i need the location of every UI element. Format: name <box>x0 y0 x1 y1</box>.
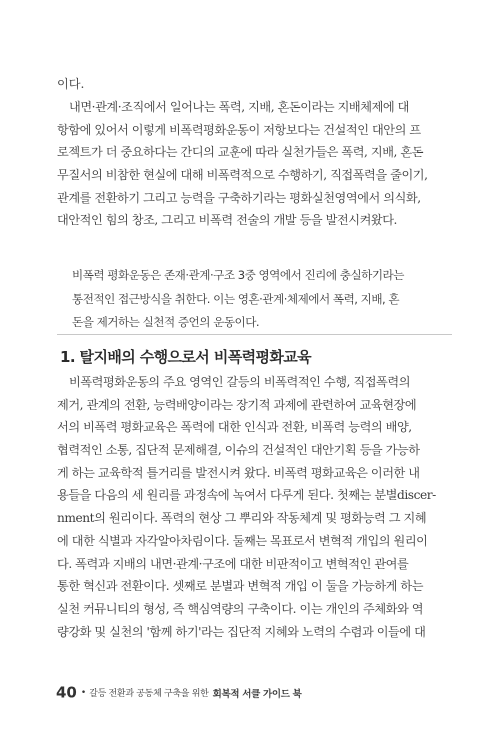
paragraph-line: 에 대한 식별과 자각알아차림이다. 둘째는 목표로서 변혁적 개입의 원리이 <box>57 533 428 548</box>
intro-paragraph <box>57 96 452 232</box>
paragraph-line: 대안적인 힘의 창조, 그리고 비폭력 전술의 개발 등을 발전시켜왔다. <box>57 213 397 228</box>
section-heading: 1. 탈지배의 수행으로서 비폭력평화교육 <box>60 348 312 366</box>
quote-line: 통전적인 접근방식을 취한다. 이는 영혼·관계·체제에서 폭력, 지배, 혼 <box>72 291 400 306</box>
quote-line: 돈을 제거하는 실천적 증언의 운동이다. <box>72 315 260 329</box>
quote-line: 비폭력 평화운동은 존재·관계·구조 3중 영역에서 진리에 충실하기라는 <box>72 268 404 282</box>
paragraph-line: 통한 혁신과 전환이다. 셋째로 분별과 변혁적 개입 이 둘을 가능하게 하는 <box>57 579 424 594</box>
paragraph-line: 용들을 다음의 세 원리를 과정속에 녹여서 다루게 된다. 첫째는 분별discer- <box>57 488 436 503</box>
page-footer <box>56 682 301 702</box>
paragraph-line: nment의 원리이다. 폭력의 현상 그 뿌리와 작동체계 및 평화능력 그 지혜 <box>57 511 427 526</box>
page-number: 40 <box>56 683 77 702</box>
paragraph-line: 로젝트가 더 중요하다는 간디의 교훈에 따라 실천가들은 폭력, 지배, 혼돈 <box>57 145 424 160</box>
paragraph-line: 다. 폭력과 지배의 내면·관계·구조에 대한 비판적이고 변혁적인 관여를 <box>57 556 409 571</box>
paragraph-line: 관계를 전환하기 그리고 능력을 구축하기라는 평화실천영역에서 의식화, <box>57 190 421 205</box>
paragraph-line: 내면·관계·조직에서 일어나는 폭력, 지배, 혼돈이라는 지배체제에 대 <box>69 100 409 114</box>
book-title: 회복적 서클 가이드 북 <box>212 688 302 700</box>
paragraph-line: 비폭력평화운동의 주요 영역인 갈등의 비폭력적인 수행, 직접폭력의 <box>69 375 411 389</box>
paragraph-line: 제거, 관계의 전환, 능력배양이라는 장기적 과제에 관련하여 교육현장에 <box>57 397 417 412</box>
paragraph-line: 실천 커뮤니티의 형성, 즉 핵심역량의 구축이다. 이는 개인의 주체화와 역 <box>57 601 424 616</box>
paragraph-line: 게 하는 교육학적 틀거리를 발전시켜 왔다. 비폭력 평화교육은 이러한 내 <box>57 465 420 480</box>
divider <box>57 334 452 335</box>
bullet-separator: • <box>80 687 87 698</box>
callout-quote <box>72 264 432 335</box>
paragraph-line: 협력적인 소통, 집단적 문제해결, 이슈의 건설적인 대안기획 등을 가능하 <box>57 443 420 458</box>
paragraph-line: 무질서의 비참한 현실에 대해 비폭력적으로 수행하기, 직접폭력을 줄이기, <box>57 168 428 183</box>
paragraph-line: 서의 비폭력 평화교육은 폭력에 대한 인식과 전환, 비폭력 능력의 배양, <box>57 420 412 435</box>
body-paragraph <box>57 371 452 643</box>
paragraph-line: 항함에 있어서 이렇게 비폭력평화운동이 저항보다는 건설적인 대안의 프 <box>57 122 421 137</box>
book-subtitle: 갈등 전환과 공동체 구축을 위한 <box>89 689 209 699</box>
paragraph-line: 량강화 및 실천의 '함께 하기'라는 집단적 지혜와 노력의 수렴과 이들에 대 <box>57 624 426 639</box>
continuation-text: 이다. <box>57 77 85 91</box>
